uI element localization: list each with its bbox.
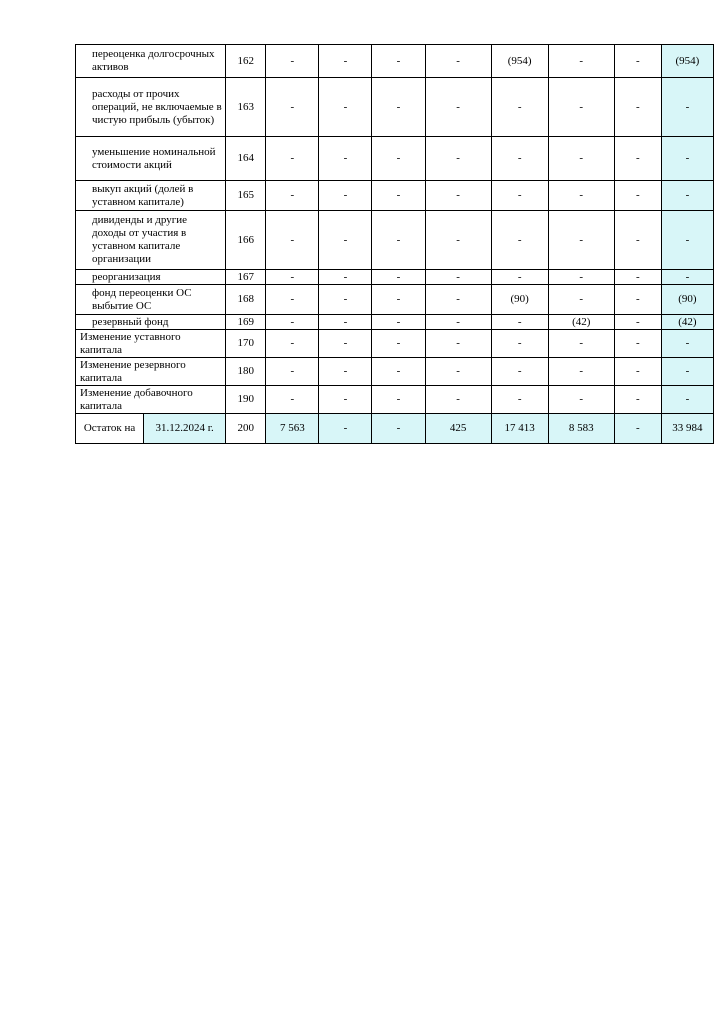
- cell: (954): [491, 45, 548, 78]
- cell: -: [491, 330, 548, 358]
- cell: 17 413: [491, 414, 548, 444]
- cell: -: [319, 270, 372, 285]
- cell: -: [614, 181, 661, 211]
- cell: -: [372, 137, 425, 181]
- row-label: расходы от прочих операций, не включаемые в чистую прибыль (убыток): [76, 78, 226, 137]
- cell: -: [372, 414, 425, 444]
- cell: -: [614, 211, 661, 270]
- row-code: 168: [226, 285, 266, 315]
- row-code: 170: [226, 330, 266, 358]
- row-code: 169: [226, 315, 266, 330]
- cell: -: [491, 211, 548, 270]
- row-code: 163: [226, 78, 266, 137]
- cell: -: [548, 211, 614, 270]
- cell: -: [425, 285, 491, 315]
- cell: -: [425, 137, 491, 181]
- cell: -: [266, 285, 319, 315]
- cell: -: [491, 315, 548, 330]
- cell: -: [425, 270, 491, 285]
- table-row: [76, 330, 714, 358]
- cell: -: [372, 386, 425, 414]
- total-cell: -: [661, 358, 713, 386]
- row-label: фонд переоценки ОС выбытие ОС: [76, 285, 226, 315]
- cell: -: [266, 78, 319, 137]
- cell: -: [491, 137, 548, 181]
- total-cell: -: [661, 211, 713, 270]
- cell: -: [548, 137, 614, 181]
- table-row: [76, 181, 714, 211]
- row-code: 166: [226, 211, 266, 270]
- row-label: Изменение добавочного капитала: [76, 386, 226, 414]
- cell: -: [425, 181, 491, 211]
- cell: -: [614, 330, 661, 358]
- cell: -: [548, 330, 614, 358]
- total-cell: (42): [661, 315, 713, 330]
- cell: -: [372, 270, 425, 285]
- row-label: дивиденды и другие доходы от участия в уставном капитале организации: [76, 211, 226, 270]
- cell: -: [266, 181, 319, 211]
- cell: -: [491, 358, 548, 386]
- cell: 425: [425, 414, 491, 444]
- cell: -: [614, 386, 661, 414]
- cell: -: [319, 330, 372, 358]
- row-label: выкуп акций (долей в уставном капитале): [76, 181, 226, 211]
- cell: -: [425, 211, 491, 270]
- row-label: переоценка долгосрочных активов: [76, 45, 226, 78]
- row-code: 164: [226, 137, 266, 181]
- cell: -: [425, 315, 491, 330]
- total-row-date: 31.12.2024 г.: [144, 414, 226, 444]
- cell: -: [548, 181, 614, 211]
- cell: -: [372, 285, 425, 315]
- cell: -: [425, 78, 491, 137]
- cell: -: [319, 315, 372, 330]
- cell: -: [266, 137, 319, 181]
- table-row: [76, 45, 714, 78]
- table-row: [76, 211, 714, 270]
- cell: -: [319, 358, 372, 386]
- table-row: [76, 285, 714, 315]
- table-row: [76, 315, 714, 330]
- total-cell: -: [661, 386, 713, 414]
- cell: -: [266, 358, 319, 386]
- cell: -: [372, 45, 425, 78]
- cell: -: [425, 386, 491, 414]
- cell: -: [319, 414, 372, 444]
- cell: -: [614, 358, 661, 386]
- row-label: резервный фонд: [76, 315, 226, 330]
- cell: -: [266, 330, 319, 358]
- cell: (90): [491, 285, 548, 315]
- cell: -: [614, 270, 661, 285]
- table-row: [76, 358, 714, 386]
- total-cell: -: [661, 330, 713, 358]
- cell: -: [425, 330, 491, 358]
- row-label: Изменение уставного капитала: [76, 330, 226, 358]
- cell: -: [614, 315, 661, 330]
- cell: -: [372, 358, 425, 386]
- cell: -: [425, 358, 491, 386]
- total-cell: 33 984: [661, 414, 713, 444]
- total-cell: -: [661, 137, 713, 181]
- capital-changes-table: [75, 44, 714, 444]
- cell: -: [614, 414, 661, 444]
- cell: -: [372, 330, 425, 358]
- row-label: Изменение резервного капитала: [76, 358, 226, 386]
- cell: -: [319, 386, 372, 414]
- cell: (42): [548, 315, 614, 330]
- cell: -: [548, 270, 614, 285]
- cell: -: [548, 45, 614, 78]
- cell: -: [319, 285, 372, 315]
- total-cell: (90): [661, 285, 713, 315]
- total-row-label: Остаток на: [76, 414, 144, 444]
- row-label: реорганизация: [76, 270, 226, 285]
- total-cell: -: [661, 270, 713, 285]
- cell: -: [491, 270, 548, 285]
- cell: -: [548, 358, 614, 386]
- row-code: 165: [226, 181, 266, 211]
- cell: -: [548, 285, 614, 315]
- cell: -: [319, 137, 372, 181]
- cell: -: [372, 78, 425, 137]
- row-label: уменьшение номинальной стоимости акций: [76, 137, 226, 181]
- cell: -: [548, 78, 614, 137]
- cell: -: [491, 78, 548, 137]
- row-code: 162: [226, 45, 266, 78]
- cell: -: [372, 181, 425, 211]
- cell: -: [266, 270, 319, 285]
- cell: -: [372, 211, 425, 270]
- cell: -: [319, 45, 372, 78]
- row-code: 200: [226, 414, 266, 444]
- row-code: 180: [226, 358, 266, 386]
- cell: -: [319, 211, 372, 270]
- cell: -: [319, 181, 372, 211]
- cell: -: [491, 181, 548, 211]
- row-code: 167: [226, 270, 266, 285]
- cell: -: [266, 386, 319, 414]
- total-cell: -: [661, 181, 713, 211]
- cell: 8 583: [548, 414, 614, 444]
- cell: -: [548, 386, 614, 414]
- cell: -: [614, 78, 661, 137]
- cell: -: [266, 45, 319, 78]
- row-code: 190: [226, 386, 266, 414]
- cell: -: [614, 45, 661, 78]
- cell: -: [266, 211, 319, 270]
- cell: -: [614, 285, 661, 315]
- cell: 7 563: [266, 414, 319, 444]
- cell: -: [491, 386, 548, 414]
- cell: -: [319, 78, 372, 137]
- table-row: [76, 270, 714, 285]
- table-row: [76, 386, 714, 414]
- table-row: [76, 78, 714, 137]
- cell: -: [614, 137, 661, 181]
- total-cell: (954): [661, 45, 713, 78]
- total-cell: -: [661, 78, 713, 137]
- cell: -: [372, 315, 425, 330]
- cell: -: [266, 315, 319, 330]
- cell: -: [425, 45, 491, 78]
- total-row: [76, 414, 714, 444]
- table-row: [76, 137, 714, 181]
